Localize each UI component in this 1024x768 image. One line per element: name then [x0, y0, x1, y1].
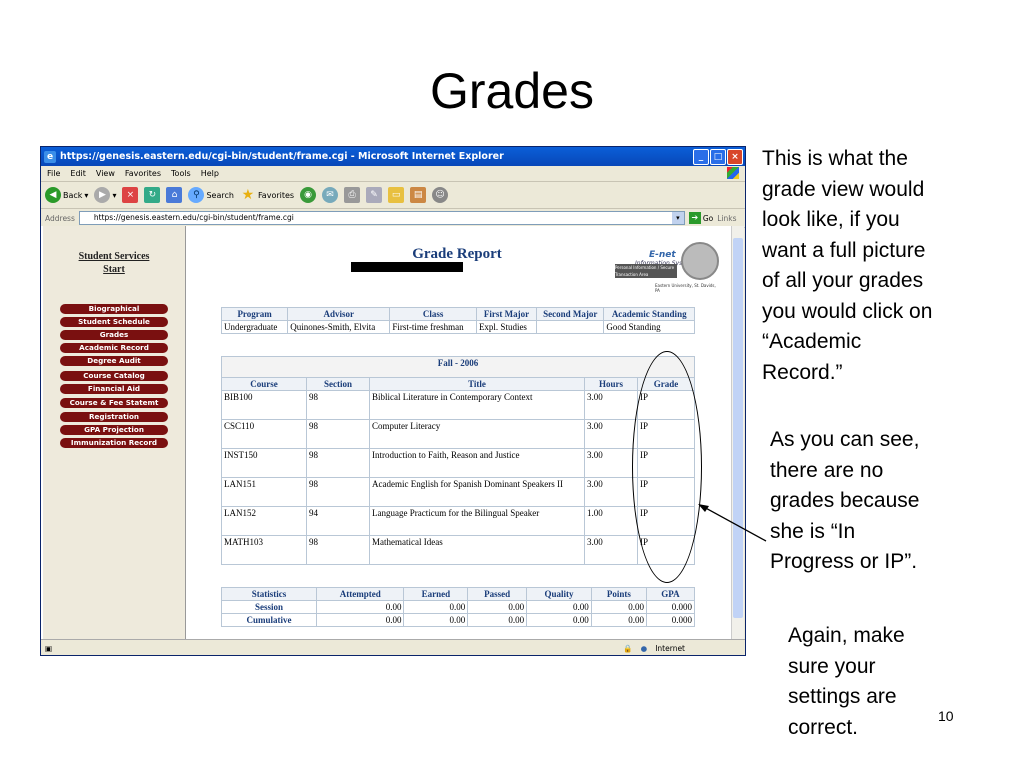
- hours-cell: 3.00: [585, 536, 638, 565]
- col-program: Program: [222, 308, 288, 321]
- page-icon: ▣: [45, 643, 53, 653]
- menu-file[interactable]: File: [47, 169, 61, 178]
- note-in-progress: As you can see, there are no grades because she is “In Progress or IP”.: [770, 428, 920, 573]
- col-second-major: Second Major: [537, 308, 604, 321]
- nav-immunization-record[interactable]: Immunization Record: [60, 438, 168, 448]
- stat-cell: 0.00: [468, 614, 527, 627]
- advisor-cell: Quinones-Smith, Elvita: [288, 321, 390, 334]
- hours-cell: 3.00: [585, 478, 638, 507]
- favorites-button[interactable]: ★ Favorites: [241, 187, 295, 203]
- title-cell: Academic English for Spanish Dominant Speakers II: [370, 478, 585, 507]
- section-cell: 98: [307, 420, 370, 449]
- col-first-major: First Major: [476, 308, 536, 321]
- links-button[interactable]: Links: [717, 213, 737, 223]
- logo-footer: Eastern University, St. Davids, PA: [655, 283, 716, 293]
- search-button[interactable]: ⚲ Search: [188, 187, 233, 203]
- grade-cell: IP: [638, 536, 695, 565]
- col-gpa: GPA: [646, 588, 694, 601]
- title-cell: Mathematical Ideas: [370, 536, 585, 565]
- section-cell: 98: [307, 478, 370, 507]
- first-major-cell: Expl. Studies: [476, 321, 536, 334]
- nav-gpa-projection[interactable]: GPA Projection: [60, 425, 168, 435]
- course-cell: LAN152: [222, 507, 307, 536]
- stat-cell: 0.00: [404, 601, 468, 614]
- ie-icon: e: [44, 151, 56, 163]
- address-label: Address: [45, 213, 75, 223]
- row-label: Cumulative: [222, 614, 317, 627]
- stat-cell: 0.00: [527, 614, 592, 627]
- slide-title: Grades: [430, 63, 594, 119]
- print-icon[interactable]: ⎙: [344, 187, 360, 203]
- home-icon[interactable]: ⌂: [166, 187, 182, 203]
- stat-cell: 0.00: [591, 614, 646, 627]
- menu-bar: [41, 166, 745, 182]
- scrollbar-thumb[interactable]: [733, 238, 743, 618]
- globe-icon: ●: [640, 643, 648, 653]
- col-section: Section: [307, 378, 370, 391]
- page-content: [41, 226, 731, 640]
- stat-cell: 0.000: [646, 614, 694, 627]
- section-cell: 98: [307, 391, 370, 420]
- stop-icon[interactable]: ×: [122, 187, 138, 203]
- col-statistics: Statistics: [222, 588, 317, 601]
- window-titlebar[interactable]: [41, 147, 745, 166]
- forward-arrow-icon: ▶: [94, 187, 110, 203]
- col-grade: Grade: [638, 378, 695, 391]
- nav-registration[interactable]: Registration: [60, 412, 168, 422]
- mail-icon[interactable]: ✉: [322, 187, 338, 203]
- table-row: [222, 614, 695, 627]
- course-cell: CSC110: [222, 420, 307, 449]
- col-course: Course: [222, 378, 307, 391]
- slide-number: 10: [938, 708, 954, 724]
- course-cell: INST150: [222, 449, 307, 478]
- col-quality: Quality: [527, 588, 592, 601]
- star-icon: ★: [241, 187, 255, 203]
- section-cell: 98: [307, 449, 370, 478]
- maximize-button[interactable]: □: [710, 149, 726, 165]
- table-row: [222, 420, 695, 449]
- title-cell: Introduction to Faith, Reason and Justice: [370, 449, 585, 478]
- lock-icon: 🔒: [623, 643, 633, 653]
- chevron-down-icon[interactable]: ▾: [672, 212, 684, 224]
- menu-favorites[interactable]: Favorites: [124, 169, 162, 178]
- standing-cell: Good Standing: [604, 321, 695, 334]
- student-services-link[interactable]: Student Services: [78, 251, 150, 262]
- stat-cell: 0.00: [591, 601, 646, 614]
- col-academic-standing: Academic Standing: [604, 308, 695, 321]
- col-earned: Earned: [404, 588, 468, 601]
- back-arrow-icon: ◀: [45, 187, 61, 203]
- title-cell: Language Practicum for the Bilingual Speaker: [370, 507, 585, 536]
- stat-cell: 0.00: [468, 601, 527, 614]
- title-cell: Biblical Literature in Contemporary Context: [370, 391, 585, 420]
- minimize-button[interactable]: _: [693, 149, 709, 165]
- col-class: Class: [390, 308, 477, 321]
- nav-financial-aid[interactable]: Financial Aid: [60, 384, 168, 394]
- table-row: [222, 536, 695, 565]
- stat-cell: 0.00: [317, 601, 404, 614]
- stat-cell: 0.00: [404, 614, 468, 627]
- back-button[interactable]: ◀ Back ▾: [45, 187, 88, 203]
- col-hours: Hours: [585, 378, 638, 391]
- grade-cell: IP: [638, 507, 695, 536]
- menu-tools[interactable]: Tools: [171, 169, 191, 178]
- row-label: Session: [222, 601, 317, 614]
- hours-cell: 3.00: [585, 449, 638, 478]
- university-logo: [615, 240, 721, 292]
- windows-logo-icon: [727, 167, 739, 179]
- term-heading: Fall - 2006: [222, 357, 695, 378]
- stat-cell: 0.00: [527, 601, 592, 614]
- logo-mark-icon: E-net: [649, 250, 676, 260]
- nav-biographical[interactable]: Biographical: [60, 304, 168, 314]
- col-passed: Passed: [468, 588, 527, 601]
- col-points: Points: [591, 588, 646, 601]
- grade-cell: IP: [638, 420, 695, 449]
- status-bar: [41, 639, 745, 656]
- start-link[interactable]: Start: [103, 264, 125, 275]
- table-row: [222, 391, 695, 420]
- highlight-ellipse: [632, 351, 702, 583]
- hours-cell: 1.00: [585, 507, 638, 536]
- table-row: [222, 507, 695, 536]
- table-row: [222, 449, 695, 478]
- col-advisor: Advisor: [288, 308, 390, 321]
- refresh-icon[interactable]: ↻: [144, 187, 160, 203]
- media-icon[interactable]: ◉: [300, 187, 316, 203]
- course-cell: BIB100: [222, 391, 307, 420]
- edit-icon[interactable]: ✎: [366, 187, 382, 203]
- table-row: [222, 321, 695, 334]
- col-attempted: Attempted: [317, 588, 404, 601]
- note-settings: Again, make sure your settings are correct.: [788, 624, 905, 739]
- stat-cell: 0.00: [317, 614, 404, 627]
- table-row: [222, 478, 695, 507]
- zone-label: Internet: [655, 643, 685, 653]
- search-icon: ⚲: [188, 187, 204, 203]
- address-input[interactable]: https://genesis.eastern.edu/cgi-bin/student/frame.cgi ▾: [79, 211, 685, 225]
- research-icon[interactable]: ▤: [410, 187, 426, 203]
- messenger-icon[interactable]: ☺: [432, 187, 448, 203]
- section-cell: 94: [307, 507, 370, 536]
- close-button[interactable]: ×: [727, 149, 743, 165]
- go-button[interactable]: ➔ Go: [689, 212, 713, 224]
- note-academic-record: This is what the grade view would look like, if you want a full picture of all your grades you would click on “Academic Record.”: [762, 147, 933, 384]
- nav-degree-audit[interactable]: Degree Audit: [60, 356, 168, 366]
- title-cell: Computer Literacy: [370, 420, 585, 449]
- stats-table: [221, 587, 695, 627]
- menu-view[interactable]: View: [95, 169, 115, 178]
- col-title: Title: [370, 378, 585, 391]
- menu-help[interactable]: Help: [200, 169, 219, 178]
- second-major-cell: [537, 321, 604, 334]
- logo-subtitle: Personal Information / Secure Transaction Area: [615, 264, 677, 278]
- hours-cell: 3.00: [585, 420, 638, 449]
- hours-cell: 3.00: [585, 391, 638, 420]
- folder-icon[interactable]: ▭: [388, 187, 404, 203]
- forward-button[interactable]: ▶ ▾: [94, 187, 116, 203]
- grade-cell: IP: [638, 449, 695, 478]
- nav-course-fee-statement[interactable]: Course & Fee Statemt: [60, 398, 168, 408]
- vertical-scrollbar[interactable]: [731, 226, 744, 640]
- class-cell: First-time freshman: [390, 321, 477, 334]
- nav-course-catalog[interactable]: Course Catalog: [60, 371, 168, 381]
- annotation-arrow: [690, 495, 770, 545]
- table-row: [222, 601, 695, 614]
- window-title: https://genesis.eastern.edu/cgi-bin/student/frame.cgi - Microsoft Internet Explorer: [60, 151, 504, 162]
- sidebar: [43, 226, 186, 640]
- grade-cell: IP: [638, 478, 695, 507]
- toolbar: [41, 182, 745, 209]
- stat-cell: 0.000: [646, 601, 694, 614]
- course-cell: MATH103: [222, 536, 307, 565]
- go-arrow-icon: ➔: [689, 212, 701, 224]
- term-table: [221, 356, 695, 565]
- redaction-bar: [351, 262, 463, 272]
- program-table: [221, 307, 695, 334]
- grade-cell: IP: [638, 391, 695, 420]
- nav-student-schedule[interactable]: Student Schedule: [60, 317, 168, 327]
- section-cell: 98: [307, 536, 370, 565]
- course-cell: LAN151: [222, 478, 307, 507]
- nav-academic-record[interactable]: Academic Record: [60, 343, 168, 353]
- nav-grades[interactable]: Grades: [60, 330, 168, 340]
- program-cell: Undergraduate: [222, 321, 288, 334]
- report-title: Grade Report: [412, 246, 502, 262]
- university-seal-icon: [681, 242, 719, 280]
- menu-edit[interactable]: Edit: [70, 169, 86, 178]
